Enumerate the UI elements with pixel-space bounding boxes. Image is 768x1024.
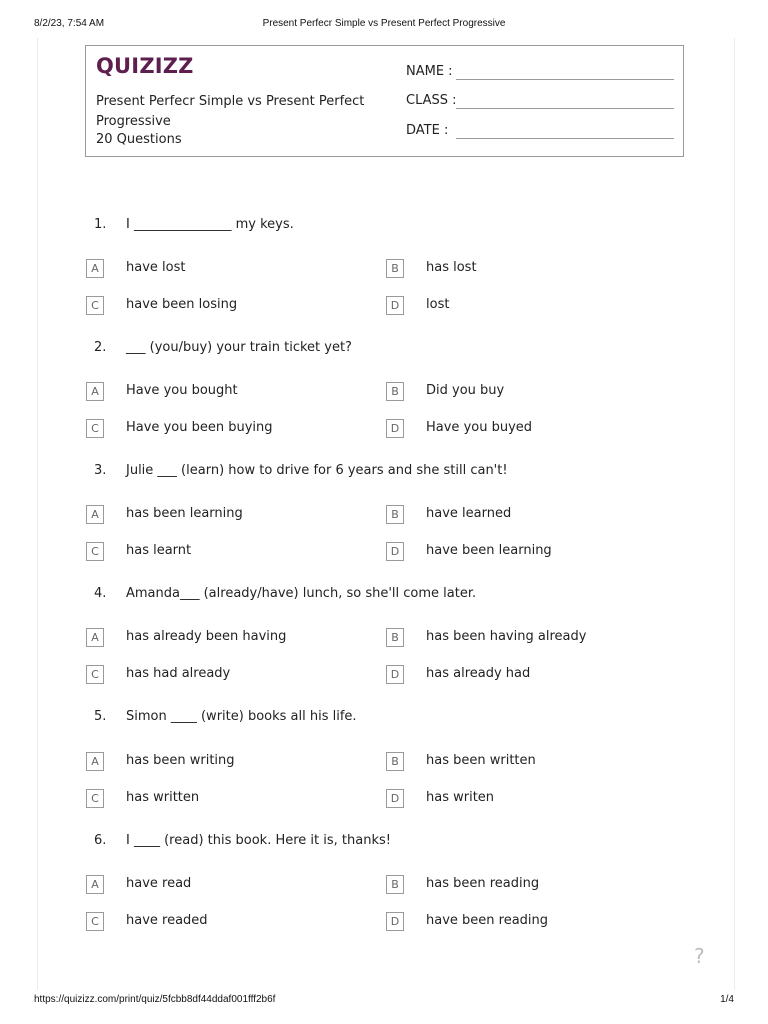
option-text: has lost — [426, 260, 477, 275]
class-line — [456, 108, 674, 109]
print-title: Present Perfecr Simple vs Present Perfect Progressive — [262, 18, 506, 29]
option-text: have been losing — [126, 297, 238, 312]
question-text: Amanda___ (already/have) lunch, so she'll come later. — [126, 586, 477, 601]
quiz-title: Present Perfecr Simple vs Present Perfect Progressive — [96, 94, 365, 129]
date-label: DATE : — [406, 123, 449, 138]
help-icon[interactable]: ? — [694, 944, 705, 968]
question-count: 20 Questions — [96, 132, 182, 147]
question-text: Simon ____ (write) books all his life. — [126, 709, 357, 724]
print-header — [0, 18, 768, 32]
option-letter: A — [86, 505, 104, 524]
option-letter: D — [386, 912, 404, 931]
date-field — [406, 123, 676, 143]
question-text: ___ (you/buy) your train ticket yet? — [126, 340, 352, 355]
option-text: have read — [126, 876, 192, 891]
option-letter: D — [386, 419, 404, 438]
question-number: 1. — [94, 217, 107, 232]
option-text: have readed — [126, 913, 208, 928]
question-text: Julie ___ (learn) how to drive for 6 years and she still can't! — [126, 463, 508, 478]
question-number: 3. — [94, 463, 107, 478]
option-text: have been learning — [426, 543, 552, 558]
option-text: has writen — [426, 790, 495, 805]
option-text: Have you buyed — [426, 420, 533, 435]
option-letter: C — [86, 789, 104, 808]
option-text: has had already — [126, 666, 231, 681]
option-letter: C — [86, 542, 104, 561]
option-text: has written — [126, 790, 200, 805]
option-letter: B — [386, 628, 404, 647]
option-text: Have you been buying — [126, 420, 273, 435]
print-datetime: 8/2/23, 7:54 AM — [34, 18, 105, 29]
worksheet-header — [85, 45, 684, 157]
option-letter: B — [386, 382, 404, 401]
question-number: 4. — [94, 586, 107, 601]
option-letter: B — [386, 259, 404, 278]
option-letter: A — [86, 259, 104, 278]
option-letter: A — [86, 875, 104, 894]
name-label: NAME : — [406, 64, 453, 79]
option-letter: B — [386, 752, 404, 771]
option-text: Have you bought — [126, 383, 238, 398]
option-letter: C — [86, 665, 104, 684]
option-letter: D — [386, 789, 404, 808]
option-text: lost — [426, 297, 450, 312]
option-letter: C — [86, 296, 104, 315]
name-line — [456, 79, 674, 80]
question-number: 6. — [94, 833, 107, 848]
question-number: 5. — [94, 709, 107, 724]
quizizz-logo: QUIZIZZ — [96, 54, 194, 78]
option-text: has been learning — [126, 506, 243, 521]
name-field — [406, 64, 676, 84]
option-text: has learnt — [126, 543, 192, 558]
option-letter: D — [386, 296, 404, 315]
option-letter: B — [386, 875, 404, 894]
print-url: https://quizizz.com/print/quiz/5fcbb8df44ddaf001fff2b6f — [34, 994, 276, 1005]
class-label: CLASS : — [406, 93, 457, 108]
option-text: has already been having — [126, 629, 287, 644]
option-text: has been reading — [426, 876, 540, 891]
option-letter: B — [386, 505, 404, 524]
class-field — [406, 93, 676, 113]
question-text: I _______________ my keys. — [126, 217, 294, 232]
question-text: I ____ (read) this book. Here it is, thanks! — [126, 833, 391, 848]
option-text: Did you buy — [426, 383, 505, 398]
option-text: have been reading — [426, 913, 549, 928]
option-letter: D — [386, 542, 404, 561]
option-letter: C — [86, 419, 104, 438]
option-letter: A — [86, 382, 104, 401]
option-letter: C — [86, 912, 104, 931]
option-text: has already had — [426, 666, 531, 681]
option-text: has been written — [426, 753, 536, 768]
option-letter: A — [86, 752, 104, 771]
option-text: have learned — [426, 506, 512, 521]
option-text: has been writing — [126, 753, 235, 768]
date-line — [456, 138, 674, 139]
print-footer — [0, 994, 768, 1008]
page-number: 1/4 — [720, 994, 734, 1005]
option-text: has been having already — [426, 629, 587, 644]
question-number: 2. — [94, 340, 107, 355]
option-text: have lost — [126, 260, 186, 275]
option-letter: A — [86, 628, 104, 647]
option-letter: D — [386, 665, 404, 684]
